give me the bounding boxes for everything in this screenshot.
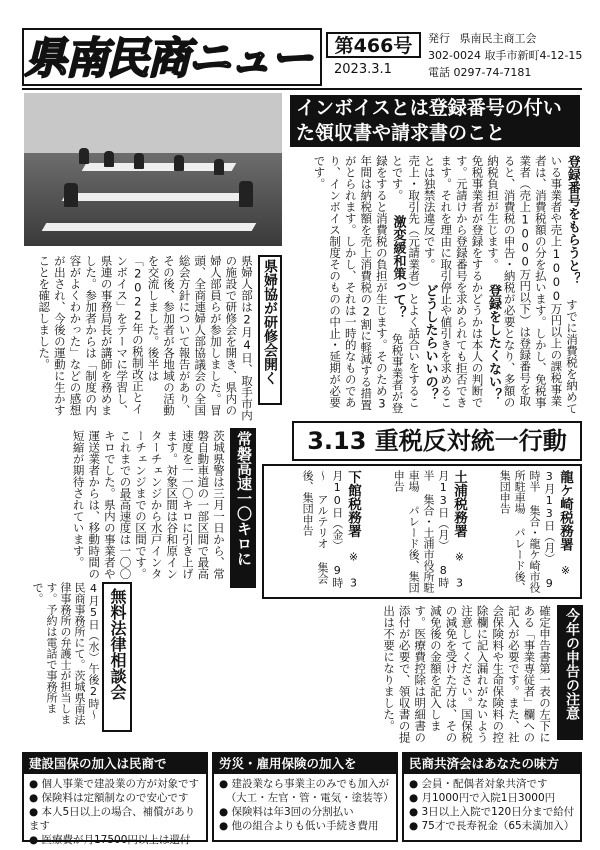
free-legal-headline: 無料法律相談会 (102, 582, 132, 732)
publisher-block (428, 30, 582, 81)
invoice-heading-2: 登録をしたくない？ (486, 284, 502, 401)
rally-site-2-place: 集合・土浦市役所駐車場 (407, 470, 435, 593)
invoice-article (290, 155, 580, 417)
masthead (22, 28, 322, 86)
rosai-item: ● 保険料は年3回の分割払い (219, 806, 354, 818)
kyosai-item: ● 月1000円で入院1日3000円 (409, 792, 556, 804)
invoice-heading-4: 激変緩和策って？ (390, 215, 406, 319)
kenpo-item: ● 医療費が月17500円以上は還付 (29, 834, 191, 846)
kenpo-box (22, 752, 208, 846)
rosai-item: ● 他の組合よりも低い手続き費用 (219, 820, 379, 832)
kyosai-list (404, 774, 580, 836)
rally-site-2-note: パレード後、集団申告 (392, 470, 421, 593)
rally-site-3-note: 集会後、集団申告 (301, 470, 329, 584)
rally-site-1 (482, 470, 574, 595)
rally-site-2-name: 土浦税務署 (451, 470, 467, 538)
highway-headline: 常磐高速一〇キロに (230, 428, 256, 588)
rally-site-2-date: 3月13日（月） (436, 470, 466, 590)
rally-site-1-time: 9時半 (527, 470, 556, 590)
issue-date: 2023.3.1 (334, 62, 392, 77)
publisher-phone: 電話 0297-74-7181 (428, 66, 532, 79)
rally-headline: 3.13 重税反対統一行動 (292, 421, 582, 461)
kyosai-item: ● 75才で長寿祝金（65未満加入） (409, 820, 575, 832)
fujinkyo-body: 県婦人部は2月4日、取手市内の施設で研修会を開き、県内の婦人部員らが参加しました。冒頭、全商連婦人部協議会の全国総会方針について報告があり、その後、参加者が各地域の活動を交流しました。後半は「2022年の税制改正とインボイス」をテーマに学習し、県連の事務局長が講師を務めました。参加者からは「制度の内容がよくわかった」などの感想が出され、今後の運動に生かすことを確認しました。 (37, 255, 254, 421)
rally-site-2-mark: ※ (453, 550, 466, 564)
masthead-rule (22, 88, 582, 90)
rally-site-1-place: 集合・龍ケ崎市役所駐車場 (513, 470, 541, 593)
kenpo-item: ● 個人事業で建設業の方が対象です (29, 778, 199, 790)
rally-site-3-date: 3月10日（金） (330, 470, 360, 590)
rally-site-1-date: 3月13日（月） (542, 470, 556, 564)
filing-body: 確定申告書第一表の左下にある「事業専従者」欄への記入が必要です。また、社会保険料や生命保険料の控除欄に記入漏れがないよう注意してください。国保税の減免を受けた方は、その減免後の金額を記入します。医療費控除は明細書の添付が必要で、領収書の提出は不要になりました。 (382, 605, 552, 743)
rosai-heading: 労災・雇用保険の加入を (214, 754, 396, 774)
rally-site-1-note: パレード後、集団申告 (498, 470, 527, 593)
rally-site-3-place: アルテリオ (315, 494, 329, 549)
highway-body: 茨城県警は三月一日から、常磐自動車道の一部区間で最高速度を一一〇キロに引き上げます。対象区間は谷和原インターチェンジから水戸インターチェンジまでの区間です。これまでの最高速度は一〇〇キロでした。県内の事業者や運送業者からは、移動時間の短縮が期待されています。 (71, 430, 226, 580)
invoice-headline: インボイスとは登録番号の付いた領収書や請求書のこと (290, 95, 580, 147)
rally-site-3-name: 下館税務署 (345, 470, 361, 538)
rally-site-2-time: 8時半 (421, 470, 450, 588)
invoice-heading-3: どうしたらいいの？ (422, 284, 438, 401)
fujinkyo-headline: 県婦協が研修会開く (258, 255, 282, 405)
invoice-body-4: 免税事業者が登録をすると消費税の負担が生じます。そのため3年間は納税額を売上消費税の2割に軽減する措置がとられます。しかし、それは一時的なものであり、インボイス制度そのものの中止・延期が必要です。 (312, 155, 405, 414)
rosai-list (214, 774, 396, 836)
rosai-box (212, 752, 398, 842)
publisher-address: 302-0024 取手市新町4-12-15 (428, 49, 583, 62)
publisher-label: 発行 (428, 32, 450, 45)
invoice-body-1: すでに消費税を納めている事業者や売上1000万円以上の課税事業者は、消費税額の分を払います。しかし、免税事業者（売上1000万円以下）は登録番号を取ると、消費税の申告・納税が必要となり、多額の納税負担が生じます。 (486, 155, 579, 414)
kenpo-heading: 建設国保の加入は民商で (24, 754, 206, 774)
masthead-title: 県南民商ニュー (24, 34, 311, 84)
rally-site-1-name: 龍ケ崎税務署 (557, 470, 573, 551)
meeting-photo (24, 93, 282, 246)
invoice-body-3: 売上・取引先（元請業者）とよく話合いをすることです。 (390, 155, 422, 408)
kyosai-item: ● 会員・配偶者対象共済です (409, 778, 548, 790)
rally-site-3-mark: ※ (347, 550, 360, 564)
free-legal-block (22, 582, 132, 732)
rally-site-3 (270, 470, 362, 595)
kenpo-list (24, 774, 206, 850)
rally-site-2 (376, 470, 468, 595)
kyosai-heading: 民商共済会はあなたの味方 (404, 754, 580, 774)
invoice-body-2: 免税事業者が登録をするかどうかは本人の判断です。元請けから登録番号を求められても拒否できます。それを理由に取引停止や値引きを求めることは独禁法違反です。 (422, 155, 485, 408)
rally-site-1-mark: ※ (559, 564, 572, 577)
free-legal-body: 4月5日（水）午後2時～ 民商事務所にて。茨城県南法律事務所の弁護士が担当します。予約は電話で事務所まで。 (31, 582, 100, 725)
kenpo-item: ● 保険料は定額制なので安心です (29, 792, 189, 804)
kyosai-box (402, 752, 582, 842)
invoice-heading-1: 登録番号をもらうと？ (565, 155, 580, 285)
rally-site-3-time: 9時～ (315, 470, 344, 588)
publisher-name: 県南民主商工会 (459, 32, 537, 45)
rosai-item: （大工・左官・管・電気・塗装等） (225, 792, 394, 804)
kyosai-item: ● 3日以上入院で120日分まで給付 (409, 806, 575, 818)
rally-sites (262, 464, 582, 599)
issue-number: 第466号 (326, 32, 421, 58)
rosai-item: ● 建設業なら事業主のみでも加入が (219, 778, 389, 790)
filing-headline: 今年の申告の注意 (557, 605, 583, 740)
kenpo-item: ● 本人5日以上の場合、補償があります (29, 806, 196, 832)
